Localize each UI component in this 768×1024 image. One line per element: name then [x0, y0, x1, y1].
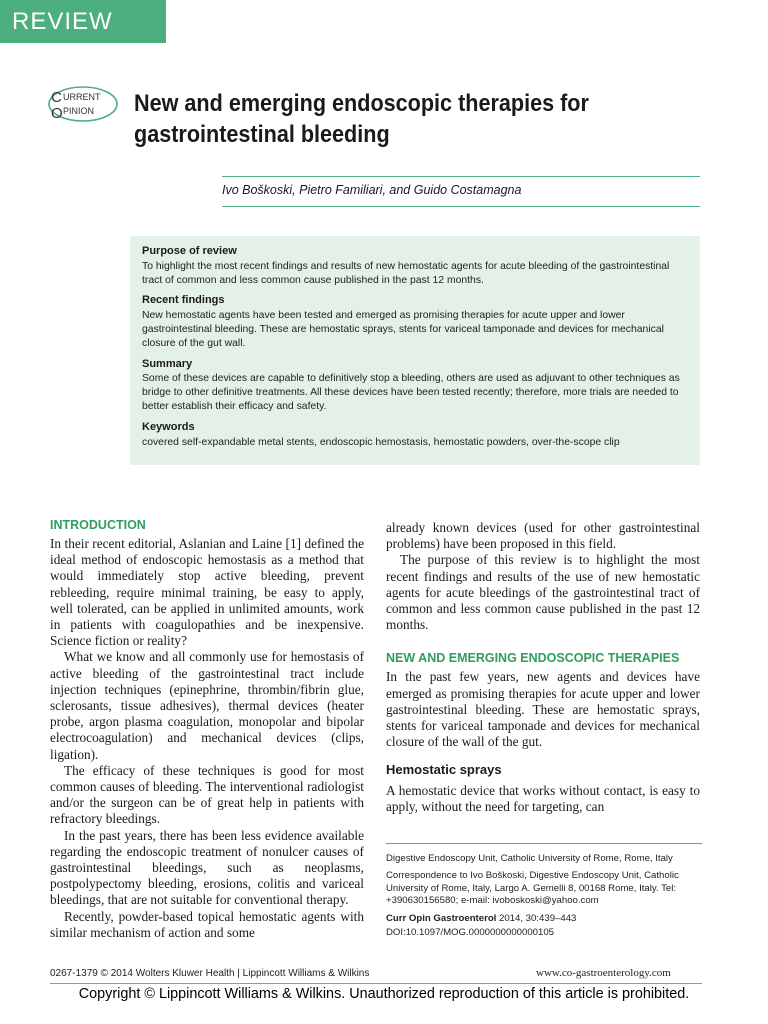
doi: DOI:10.1097/MOG.0000000000000105 [386, 927, 555, 939]
abstract-findings-text: New hemostatic agents have been tested and emerged as promising therapies for acute upper and lower gastrointestinal bleeding. These are hemostatic sprays, stents for variceal tamponade and devices for mechanical closure of the gut wall. [142, 310, 664, 349]
abstract-summary-heading: Summary [142, 357, 193, 370]
introduction-heading: INTRODUCTION [50, 518, 146, 532]
abstract-findings [142, 294, 688, 350]
abstract-purpose-text: To highlight the most recent findings and results of new hemostatic agents for acute bleeding of the gastrointestinal tract of common and less common cause published in the past 12 months. [142, 260, 670, 286]
section-tab-label: REVIEW [12, 8, 113, 35]
abstract-summary-text: Some of these devices are capable to definitively stop a bleeding, others are used as adjuvant to other techniques as bridge to other definitive treatments. All these devices have been tested recently; therefore, more trials are needed to better establish their efficacy and safety. [142, 373, 680, 412]
abstract-keywords [142, 421, 688, 450]
abstract-summary [142, 358, 688, 414]
svg-text:C: C [51, 89, 62, 106]
right-column [386, 520, 700, 815]
copyright-notice: Copyright © Lippincott Williams & Wilkins. Unauthorized reproduction of this article is prohibited. [78, 986, 690, 1002]
svg-text:URRENT: URRENT [63, 92, 101, 102]
footer-rule [50, 983, 702, 984]
citation-detail: 2014, 30:439–443 [496, 912, 577, 924]
journal-citation [386, 913, 702, 925]
body-paragraph: In the past few years, new agents and devices have emerged as promising therapies for acute upper and lower gastrointestinal bleeding. These are hemostatic sprays, stents for variceal tamponade and devices for mechanical closure of the wall of the gut. [386, 669, 700, 750]
body-paragraph: In their recent editorial, Aslanian and Laine [1] defined the ideal method of endoscopic hemostasis as a method that would immediately stop active bleeding, prevent rebleeding, require minimal training, be easy to apply, well tolerated, can be applied in unlimited amounts, work in patients with coagulopathies and be inexpensive. Science fiction or reality? [50, 536, 364, 649]
body-paragraph: The efficacy of these techniques is good for most common causes of bleeding. The interventional radiologist and/or the surgeon can be of great help in patients with refractory bleedings. [50, 762, 364, 827]
svg-text:O: O [51, 105, 63, 122]
abstract-purpose [142, 245, 688, 287]
svg-text:PINION: PINION [63, 106, 95, 116]
abstract-keywords-text: covered self-expandable metal stents, endoscopic hemostasis, hemostatic powders, over-the-scope clip [142, 436, 620, 448]
abstract-findings-heading: Recent findings [142, 294, 225, 307]
body-paragraph: In the past years, there has been less evidence available regarding the endoscopic treatment of nonulcer causes of gastrointestinal bleedings, such as neoplasms, postpolypectomy bleeding, erosions, colitis and variceal bleedings, that are not suitable for conventional therapy. [50, 827, 364, 908]
left-column [50, 518, 364, 941]
affiliation-unit: Digestive Endoscopy Unit, Catholic University of Rome, Rome, Italy [386, 853, 673, 864]
body-paragraph: already known devices (used for other gastrointestinal problems) have been proposed in this field. [386, 520, 700, 552]
hemostatic-sprays-heading: Hemostatic sprays [386, 762, 502, 778]
new-therapies-heading: NEW AND EMERGING ENDOSCOPIC THERAPIES [386, 651, 680, 666]
footer-issn: 0267-1379 © 2014 Wolters Kluwer Health | Lippincott Williams & Wilkins [50, 968, 370, 979]
journal-name: Curr Opin Gastroenterol [386, 912, 497, 924]
title-rule [222, 176, 700, 177]
abstract-purpose-heading: Purpose of review [142, 245, 237, 257]
article-title: New and emerging endoscopic therapies for gastrointestinal bleeding [134, 90, 589, 148]
authors-rule [222, 206, 700, 207]
body-paragraph: A hemostatic device that works without contact, is easy to apply, without the need for targeting, can [386, 782, 700, 814]
affiliation-block [386, 853, 702, 944]
body-paragraph: The purpose of this review is to highlight the most recent findings and results of the use of new hemostatic agents for acute bleedings of the gastrointestinal tract of common and less common cause published in the past 12 months. [386, 552, 700, 633]
author-list: Ivo Boškoski, Pietro Familiari, and Guido Costamagna [222, 183, 522, 197]
footer-website-link[interactable]: www.co-gastroenterology.com [536, 967, 671, 979]
current-opinion-logo [47, 85, 119, 123]
body-paragraph: Recently, powder-based topical hemostatic agents with similar mechanism of action and some [50, 908, 364, 940]
affiliation-rule [386, 843, 702, 844]
body-paragraph: What we know and all commonly use for hemostasis of active bleeding of the gastrointestinal tract include injection techniques (epinephrine, thrombin/fibrin glue, sclerosants, tissue adhesives), thermal devices (heater probe, argon plasma coagulation, monopolar and bipolar electrocoagulation) and mechanical devices (clips, ligation). [50, 649, 364, 762]
abstract-box [130, 236, 700, 465]
abstract-keywords-heading: Keywords [142, 420, 195, 433]
correspondence: Correspondence to Ivo Boškoski, Digestive Endoscopy Unit, Catholic University of Rome, Italy, Largo A. Gemelli 8, 00168 Rome, Italy. Tel: +390630156580; e-mail: ivoboskoski@yahoo.com [386, 870, 679, 907]
section-tab [0, 0, 166, 43]
